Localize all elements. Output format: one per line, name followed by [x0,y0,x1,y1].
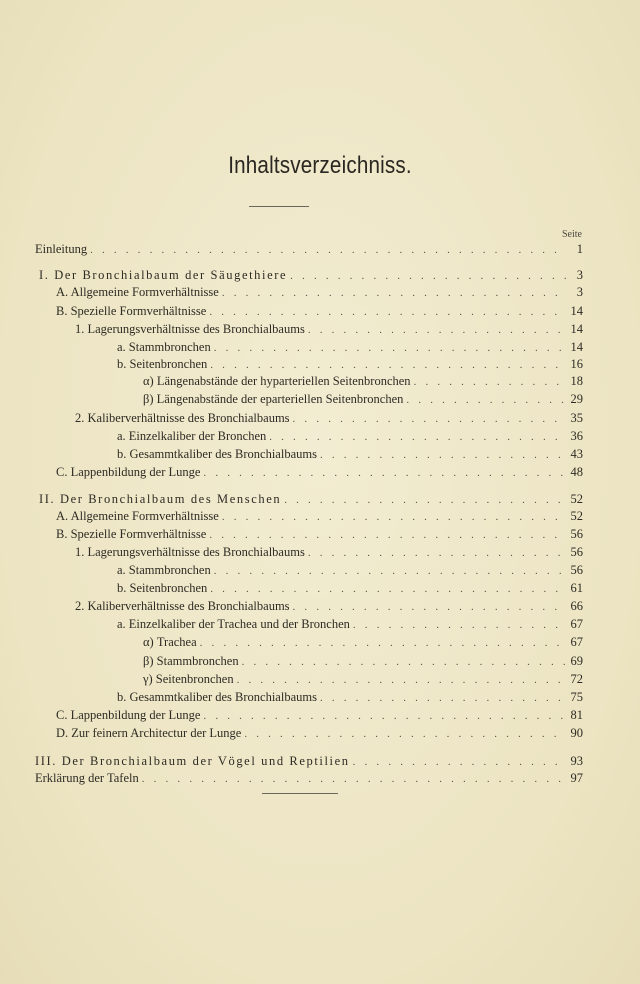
toc-entry-page-number: 43 [570,447,583,461]
toc-entry [117,581,583,595]
toc-entry-page-number: 14 [570,322,583,336]
toc-entry [143,654,583,668]
toc-entry-page-number: 52 [570,509,583,523]
toc-entry [117,617,583,631]
toc-entry [56,285,583,299]
toc-entry-page-number: 48 [570,465,583,479]
dot-leader [200,636,566,650]
toc-entry-page-number: 14 [570,304,583,318]
dot-leader [142,772,566,786]
toc-entry-page-number: 67 [570,617,583,631]
dot-leader [222,286,566,300]
toc-entry-label: b. Seitenbronchen [117,581,208,595]
toc-entry [75,545,583,559]
dot-leader [222,510,566,524]
toc-entry [117,563,583,577]
toc-entry-label: a. Stammbronchen [117,563,211,577]
toc-entry-label: C. Lappenbildung der Lunge [56,708,201,722]
toc-entry-page-number: 1 [576,242,583,256]
toc-entry-page-number: 29 [570,392,583,406]
toc-entry-label: Erklärung der Tafeln [35,771,139,785]
toc-entry [117,429,583,443]
toc-entry-page-number: 90 [570,726,583,740]
toc-entry-label: 2. Kaliberverhältnisse des Bronchialbaums [75,411,290,425]
toc-entry [117,447,583,461]
toc-entry [35,754,583,768]
dot-leader [242,655,566,669]
toc-entry-label: γ) Seitenbronchen [143,672,234,686]
toc-entry-label: α) Trachea [143,635,197,649]
toc-entry-page-number: 81 [570,708,583,722]
toc-entry [75,322,583,336]
toc-entry-page-number: 97 [570,771,583,785]
toc-entry [143,672,583,686]
toc-entry-label: A. Allgemeine Formverhältnisse [56,509,219,523]
toc-entry-label: b. Seitenbronchen [117,357,208,371]
dot-leader [237,673,566,687]
dot-leader [284,493,566,507]
toc-entry-label: β) Stammbronchen [143,654,239,668]
dot-leader [308,546,566,560]
toc-entry [117,357,583,371]
toc-entry [39,492,583,506]
toc-entry [117,690,583,704]
toc-entry-label: b. Gesammtkaliber des Bronchialbaums [117,690,317,704]
dot-leader [210,582,566,596]
toc-entry [75,599,583,613]
toc-entry-label: 1. Lagerungsverhältnisse des Bronchialbaums [75,545,305,559]
dot-leader [293,412,566,426]
dot-leader [214,564,566,578]
toc-entry [39,268,583,282]
dot-leader [269,430,566,444]
toc-entry-page-number: 35 [570,411,583,425]
toc-entry [56,527,583,541]
dot-leader [203,709,566,723]
toc-entry-page-number: 56 [570,563,583,577]
toc-entry-label: A. Allgemeine Formverhältnisse [56,285,219,299]
toc-entry-page-number: 72 [570,672,583,686]
dot-leader [90,243,566,257]
toc-entry-label: D. Zur feinern Architectur der Lunge [56,726,242,740]
toc-entry-page-number: 75 [570,690,583,704]
toc-entry-page-number: 56 [570,545,583,559]
toc-entry-page-number: 67 [570,635,583,649]
toc-entry-label: II. Der Bronchialbaum des Menschen [39,492,282,506]
toc-entry-page-number: 18 [570,374,583,388]
toc-entry [143,374,583,388]
toc-entry [56,465,583,479]
toc-entry [75,411,583,425]
toc-entry-page-number: 69 [570,654,583,668]
dot-leader [414,375,566,389]
dot-leader [290,269,566,283]
toc-entry [56,509,583,523]
toc-entry [56,726,583,740]
toc-entry-label: III. Der Bronchialbaum der Vögel und Reptilien [35,754,350,768]
toc-entry-label: a. Stammbronchen [117,340,211,354]
toc-entry [143,635,583,649]
toc-entry-label: α) Längenabstände der hyparteriellen Seitenbronchen [143,374,411,388]
dot-leader [293,600,566,614]
page-title: Inhaltsverzeichniss. [228,152,412,179]
toc-entry-page-number: 93 [570,754,583,768]
toc-entry-label: a. Einzelkaliber der Trachea und der Bronchen [117,617,350,631]
toc-entry-page-number: 61 [570,581,583,595]
dot-leader [203,466,566,480]
toc-entry [56,708,583,722]
toc-entry-label: Einleitung [35,242,88,256]
toc-entry-label: b. Gesammtkaliber des Bronchialbaums [117,447,317,461]
toc-entry-label: B. Spezielle Formverhältnisse [56,527,207,541]
end-divider [262,793,338,794]
toc-entry-label: C. Lappenbildung der Lunge [56,465,201,479]
toc-entry [143,392,583,406]
dot-leader [353,618,566,632]
dot-leader [244,727,566,741]
toc-entry-label: a. Einzelkaliber der Bronchen [117,429,267,443]
toc-entry-label: 2. Kaliberverhältnisse des Bronchialbaums [75,599,290,613]
dot-leader [210,358,566,372]
toc-entry [56,304,583,318]
dot-leader [320,691,566,705]
toc-entry-page-number: 66 [570,599,583,613]
seite-column-label: Seite [562,229,582,240]
dot-leader [214,341,566,355]
toc-entry [35,242,583,256]
dot-leader [320,448,566,462]
toc-entry-label: I. Der Bronchialbaum der Säugethiere [39,268,288,282]
toc-entry-page-number: 14 [570,340,583,354]
dot-leader [308,323,566,337]
toc-entry-page-number: 56 [570,527,583,541]
toc-entry-page-number: 16 [570,357,583,371]
title-divider [249,206,309,207]
toc-entry-page-number: 52 [570,492,583,506]
toc-entry-label: B. Spezielle Formverhältnisse [56,304,207,318]
toc-entry-label: β) Längenabstände der eparteriellen Seitenbronchen [143,392,404,406]
toc-entry-page-number: 3 [576,268,583,282]
toc-entry [35,771,583,785]
dot-leader [209,305,566,319]
dot-leader [209,528,566,542]
dot-leader [353,755,566,769]
toc-entry-label: 1. Lagerungsverhältnisse des Bronchialbaums [75,322,305,336]
toc-entry-page-number: 36 [570,429,583,443]
toc-entry [117,340,583,354]
dot-leader [406,393,566,407]
toc-entry-page-number: 3 [576,285,583,299]
